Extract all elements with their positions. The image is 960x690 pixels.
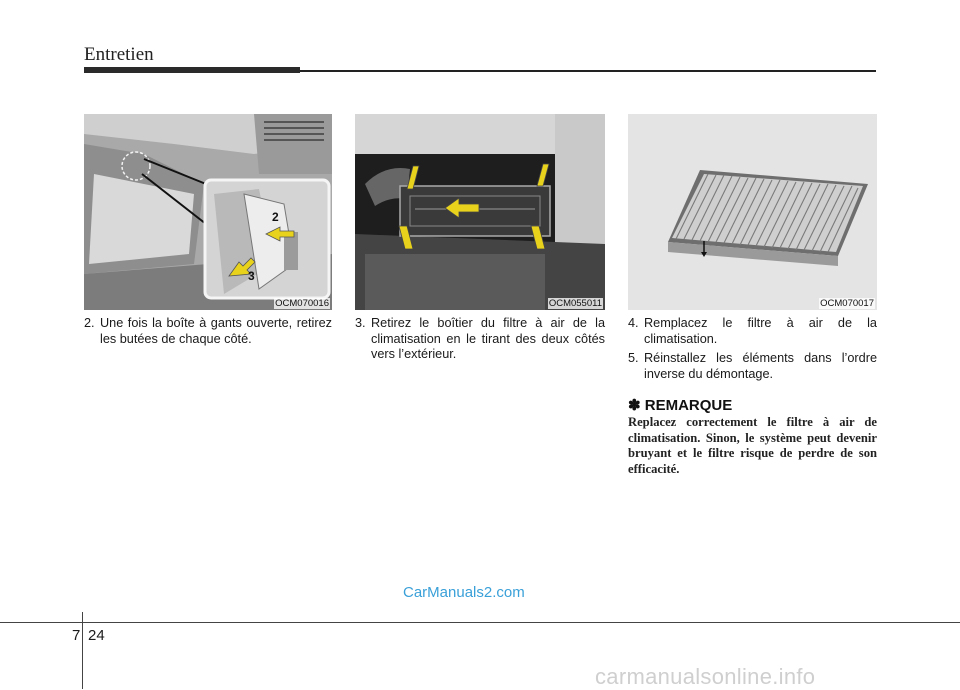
chapter-title: Entretien <box>84 44 154 65</box>
callout-2: 2 <box>272 210 279 224</box>
step-4 <box>628 316 877 347</box>
step-text: Une fois la boîte à gants ouverte, retirez les butées de chaque côté. <box>100 316 332 346</box>
step-text: Retirez le boîtier du filtre à air de la climatisation en le tirant des deux côtés vers l’extérieur. <box>371 316 605 362</box>
figure-glovebox <box>84 114 332 310</box>
footer-divider <box>82 612 83 689</box>
watermark-link[interactable]: CarManuals2.com <box>403 584 525 601</box>
callout-3: 3 <box>248 269 255 283</box>
glovebox-illustration <box>84 114 332 310</box>
chapter-number: 7 <box>72 627 81 644</box>
figure-air-filter <box>628 114 877 310</box>
footer-brand: carmanualsonline.info <box>595 664 816 689</box>
note-title: ✽ REMARQUE <box>628 397 733 414</box>
figure-code: OCM070017 <box>820 298 874 309</box>
footer-rule <box>0 622 960 623</box>
air-filter-illustration <box>628 114 877 310</box>
header-bar <box>84 67 300 73</box>
step-number: 4. <box>628 316 639 330</box>
step-number: 5. <box>628 351 639 366</box>
figure-code: OCM070016 <box>275 298 329 309</box>
step-number: 2. <box>84 316 95 330</box>
column-1 <box>84 316 332 351</box>
step-number: 3. <box>355 316 366 330</box>
page-number: 24 <box>88 627 105 644</box>
figure-code: OCM055011 <box>548 298 602 309</box>
note-body: Replacez correctement le filtre à air de climatisation. Sinon, le système peut devenir bruyant et le filtre risque de perdre de son efficacité. <box>628 415 877 476</box>
filter-housing-illustration <box>355 114 605 310</box>
step-3 <box>355 316 605 363</box>
step-2 <box>84 316 332 347</box>
column-2 <box>355 316 605 367</box>
step-5 <box>628 351 877 382</box>
figure-filter-housing <box>355 114 605 310</box>
step-text: Réinstallez les éléments dans l’ordre inverse du démontage. <box>644 351 877 381</box>
step-text: Remplacez le filtre à air de la climatisation. <box>644 316 877 346</box>
column-3 <box>628 316 877 386</box>
